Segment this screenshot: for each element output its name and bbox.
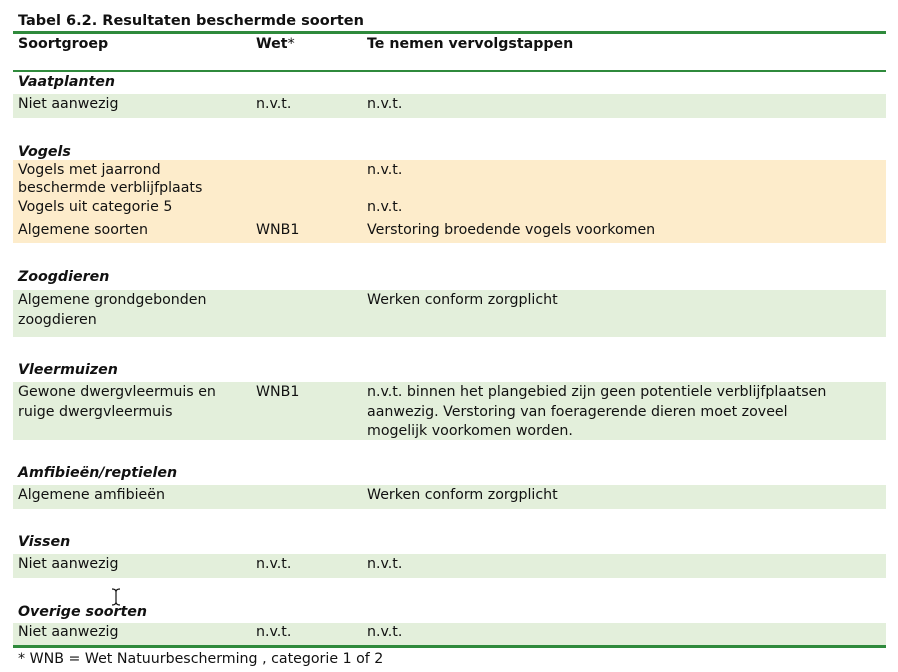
header-rule — [13, 70, 886, 72]
header-wet — [256, 35, 295, 53]
table-row-vogels-1-stappen: n.v.t. — [367, 162, 403, 178]
section-title-vissen: Vissen — [18, 534, 71, 550]
section-title-vaatplanten: Vaatplanten — [18, 74, 116, 90]
header-wet-marker: * — [287, 36, 295, 52]
footnote: * WNB = Wet Natuurbescherming , categorie 1 of 2 — [18, 651, 384, 667]
header-wet-label: Wet — [256, 36, 288, 52]
table-row-vleermuizen-soort: Gewone dwergvleermuis en ruige dwergvleermuis — [18, 384, 216, 420]
text-cursor-icon — [110, 588, 122, 606]
table-row-overige-stappen: n.v.t. — [367, 624, 403, 640]
row-band-vissen — [13, 554, 886, 578]
table-row-amfibieen-soort: Algemene amfibieën — [18, 487, 166, 503]
table-row-vogels-1-soort: Vogels met jaarrond beschermde verblijfplaats — [18, 162, 203, 196]
table-row-vogels-3-stappen: Verstoring broedende vogels voorkomen — [367, 222, 656, 238]
header-soortgroep: Soortgroep — [18, 36, 109, 52]
table-row-vaatplanten-wet: n.v.t. — [256, 96, 292, 112]
section-title-zoogdieren: Zoogdieren — [18, 269, 110, 285]
table-row-vogels-3-wet: WNB1 — [256, 222, 300, 238]
top-rule — [13, 31, 886, 34]
table-row-vogels-3-soort: Algemene soorten — [18, 222, 149, 238]
table-row-vleermuizen-stappen: n.v.t. binnen het plangebied zijn geen potentiele verblijfplaatsen aanwezig. Verstoring van foeragerende dieren moet zoveel mogelijk voorkomen worden. — [367, 384, 827, 439]
table-row-vogels-2-soort: Vogels uit categorie 5 — [18, 199, 173, 215]
table-row-vaatplanten-stappen: n.v.t. — [367, 96, 403, 112]
table-caption: Tabel 6.2. Resultaten beschermde soorten — [18, 13, 364, 29]
section-title-amfibieen: Amfibieën/reptielen — [18, 465, 178, 481]
table-row-vissen-stappen: n.v.t. — [367, 556, 403, 572]
table-row-vleermuizen-wet: WNB1 — [256, 384, 300, 400]
table-row-zoogdieren-stappen: Werken conform zorgplicht — [367, 292, 558, 308]
table-row-zoogdieren-soort: Algemene grondgebonden zoogdieren — [18, 292, 207, 328]
header-vervolgstappen: Te nemen vervolgstappen — [367, 36, 574, 52]
table-row-amfibieen-stappen: Werken conform zorgplicht — [367, 487, 558, 503]
table-row-vogels-2-stappen: n.v.t. — [367, 199, 403, 215]
table-row-overige-soort: Niet aanwezig — [18, 624, 119, 640]
row-band-overige — [13, 623, 886, 645]
section-title-vleermuizen: Vleermuizen — [18, 362, 118, 378]
section-title-vogels: Vogels — [18, 144, 71, 160]
row-band-vaatplanten — [13, 94, 886, 118]
bottom-rule — [13, 645, 886, 648]
table-row-vaatplanten-soort: Niet aanwezig — [18, 96, 119, 112]
section-title-overige: Overige soorten — [18, 604, 147, 620]
table-row-overige-wet: n.v.t. — [256, 624, 292, 640]
table-row-vissen-soort: Niet aanwezig — [18, 556, 119, 572]
table-row-vissen-wet: n.v.t. — [256, 556, 292, 572]
